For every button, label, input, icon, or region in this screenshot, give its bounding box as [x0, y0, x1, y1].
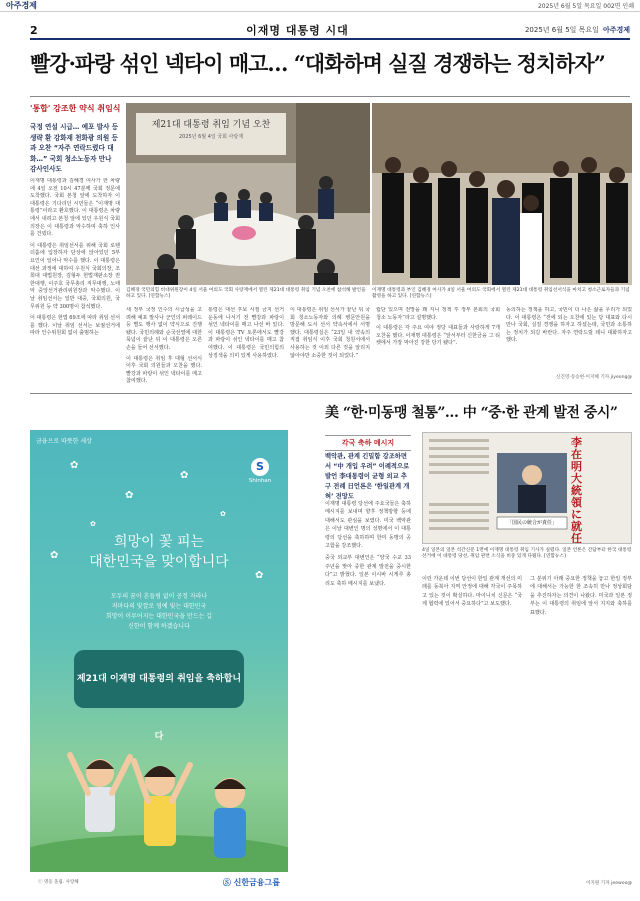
credit-group: [연합뉴스]: [409, 294, 432, 300]
para: 중국 외교부 대변인은 “양국 수교 33주년을 맞아 중한 관계 발전을 중시한다”고 밝혔다. 일본 이시바 시게루 총리도 축하 메시지를 보냈다.: [325, 555, 411, 587]
print-line: 2025년 6월 5일 목요일 002면 인쇄: [537, 3, 634, 10]
children-illustration: [30, 715, 288, 875]
ad-footer: [30, 872, 288, 892]
group-photo: [372, 103, 632, 285]
main-col-3: [208, 307, 284, 385]
credit-newspaper: [연합뉴스]: [544, 554, 566, 560]
luncheon-photo: [126, 103, 370, 285]
second-col-3: [530, 575, 632, 875]
page-number: 2: [30, 23, 38, 37]
brand-logo: 아주경제: [6, 1, 37, 10]
main-col-4: [290, 307, 370, 385]
second-col-2: [422, 575, 522, 890]
divider: [30, 393, 632, 394]
newspaper-photo: [422, 432, 632, 544]
slogan-line: 희망이 꽃 피는: [113, 534, 205, 550]
main-col-6: [506, 307, 632, 373]
flower-icon: ✿: [180, 470, 189, 481]
slogan-line: 대한민국을 맞이합니다: [89, 554, 229, 570]
para: 이 대통령은 취임 후 대형 선서식 이후 국회 의원들과 오찬을 했다. 빨강과 파랑이 섞인 넥타이를 매고 참여했다.: [126, 355, 202, 385]
flower-icon: ✿: [90, 520, 96, 528]
newspaper-photo-art: [423, 433, 632, 544]
main-headline: 빨강·파랑 섞인 넥타이 매고… “대화하며 실질 경쟁하는 정치하자”: [30, 51, 605, 76]
para: 이 대통령은 취임선서를 위해 국회 로텐더홀에 입장하자 단상에 앉아있던 5부 요인이 일어나 악수를 했다. 이 대통령은 대선 과정에 대하여 우원식 국회의장, 조희대 대법원장, 김형두 헌법재판소장 권한대행, 이주호 국무총리 직무대행, 노태악 중앙선거관리위원장과 악수했다. 이날 취임선서는 일반 대중, 국회의원, 국무위원 등 약 300명이 참석했다.: [30, 242, 120, 310]
para: 이런 가운데 이번 당선이 한일 관계 개선의 미래를 동북아 지역 안정에 대해 각국이 주목하고 있는 것이 확실하다. 마이니치 신문은 “국제 협력에 있어서 중요하다”고 보도했다.: [422, 576, 522, 608]
main-col-1: [30, 178, 120, 386]
flower-icon: ✿: [220, 510, 226, 518]
subtext-line: 신한이 함께 하겠습니다: [128, 623, 190, 630]
group-logo: Ⓢ 신한금융그룹: [222, 877, 280, 887]
main-byline: 신진영·송승현·이지혜 기자 jiyeong@: [556, 375, 632, 380]
group-photo-art: [372, 103, 632, 285]
second-headline: 美 “한·미동맹 철통”… 中 “중·한 관계 발전 중시”: [325, 405, 618, 421]
para: 이 대통령은 취임 선서가 끝난 뒤 국회 청소노동자와 의례 병문안원을 방문해 도서 선서 약속서에서 서명했다. 대통령실은 “23일 내 약속의 직접 취임식 이후 국회 청원서에서 사용하는 것 이외 다른 것을 알리지 않아야만 소중한 것이 되었다.”: [290, 307, 370, 359]
flower-icon: ✿: [50, 550, 59, 561]
para: 통령은 대선 후보 시절 금지 선거운동에 나서기 전 빨강과 파랑이 섞인 넥타이를 매고 나선 바 있다. 이 대통령은 TV 토론에서도 빨강과 파랑이 섞인 넥타이를 매고 참여했다. 이 대통령은 국민의힘의 상징색을 의미 있게 사용하였다.: [208, 307, 284, 359]
second-kicker: 각국 축하 메시지: [325, 435, 411, 451]
ad-congrats: 제21대 이재명 대통령의 취임을 축하합니다: [74, 650, 244, 708]
paper-headline: 李在明大統領に就任: [571, 436, 582, 544]
ad-badge: 금융으로 따뜻한 세상: [36, 438, 92, 445]
ad-slogan: [30, 532, 288, 572]
flower-icon: ✿: [255, 570, 264, 581]
issue-date: 2025년 6월 5일 목요일 아주경제: [524, 26, 630, 34]
shinhan-logo: [242, 458, 278, 500]
caption-newspaper: 4일 일본의 일본 석간신문 1면에 이재명 대통령 취임 기사가 실렸다. 일본 언론은 간담부터 한국 대통령 선거에 이 대통령 당선, 취임 관련 소식을 비중 있게 다뤘다. [연합뉴스]: [422, 548, 632, 560]
main-deck: 국정 연설 시급… 예포 발사 등 생략 환 강화재 천화광 의원 등과 오찬 “자주 연락드렸다 대화…” 국회 청소노동자 만나 감사인사도: [30, 123, 119, 173]
brand-small: 아주경제: [602, 26, 630, 34]
main-kicker: '통합' 강조한 약식 취임식: [30, 104, 121, 113]
credit-luncheon: [연합뉴스]: [148, 294, 171, 300]
second-byline: 이지원 기자 jeewoo@: [585, 881, 632, 886]
print-bar: [0, 0, 640, 12]
second-col-1: [325, 500, 411, 890]
para: 동의하는 정책을 하고, 국민이 더 나은 삶을 우리가 되었다. 이 대통령은 “전에 되는 오찬에 있는 당 대표와 다시 만나 국회, 실질 경쟁을 하자고 하셨는데, 국민과 소통하는 정치가 되길 바란다. 자주 연락드릴 테니 대화하자고 했다.: [506, 307, 632, 344]
group-logo-icon: Ⓢ: [222, 877, 231, 887]
para: 이재명 대통령과 김혜경 여사가 한 차량에 4일 오전 10시 47분께 국회 정문에 도착했다. 국회 본청 앞에 도착하자 이 대통령은 기다리던 시민들은 “이재명 대통령”이라고 환호했다. 이 대통령은 차량에서 내려고 본청 앞에 있던 우원식 국회의장은 이 대통령과 악수하며 축하 인사를 건넸다.: [30, 178, 120, 238]
flower-icon: ✿: [70, 460, 79, 471]
banner-title: 제21대 대통령 취임 기념 오찬: [151, 120, 271, 130]
main-col-5: [376, 307, 500, 385]
flower-icon: ✿: [125, 490, 134, 501]
banner-subtitle: 2025년 6월 4일 국회 사랑재: [178, 134, 244, 140]
shinhan-logo-icon: S: [251, 458, 269, 476]
para: 이 대통령은 헌법 69조에 따라 취임 선서를 했다. 이날 취임 선서는 보궐선거에 따라 인수위원회 없이 출범하는: [30, 315, 120, 337]
para: 이재명 대통령 당선에 주요국들은 축하 메시지를 보내며 향후 정책방향 등에 대해서도 관심을 보였다. 미국 백악관은 이날 대변인 명의 성명에서 이 대통령의 당선을 축하하며 한미 동맹의 공고함을 강조했다.: [325, 501, 411, 550]
subtext-line: 모두의 꿈이 흔들림 없이 공정 자라나: [110, 593, 208, 600]
divider: [30, 96, 630, 97]
luncheon-photo-art: [126, 103, 370, 285]
shinhan-logo-text: Shinhan: [248, 478, 272, 484]
section-title: 이재명 대통령 시대: [246, 24, 349, 37]
subtext-line: 희망이 이루어지는 대한민국을 만드는 길: [105, 613, 213, 620]
para: 그 분위기 아래 중요한 정책을 놓고 한일 정부에 대해서는 가능한 한 조속히 만나 정상회담을 추진하자는 의견이 나왔다. 미국과 일본 정부는 이 대통령의 취임에 앞서 지지와 축하를 표했다.: [530, 576, 632, 616]
para: 새 정부 국정 인수의 시급성을 고려해 예포 발사나 군인의 퍼레이드 등 별도 행사 없이 약식으로 진행됐다. 국민의례와 순국선열에 대한 묵념이 끝난 뒤 이 대통령은 오른손을 들어 선서했다.: [126, 307, 202, 351]
main-col-2: [126, 307, 202, 385]
ad-fine-print: ⓒ 명동 올림. 사랑해: [38, 880, 79, 885]
caption-luncheon: 김혜경 국민의힘 비대위원장이 4일 서울 여의도 국회 사랑재에서 열린 제21대 대통령 취임 기념 오찬에 참석해 발언을 하고 있다. [연합뉴스]: [126, 288, 366, 300]
shinhan-ad[interactable]: [30, 430, 288, 892]
section-header: [30, 22, 630, 40]
second-deck: 백악관, 관계 긴밀함 강조하면서 “中 개입 우려” 이례적으로 발언 李대통령이 균형 외교 추구 전례 日언론은 ‘한일관계 개혀’ 전망도: [325, 453, 410, 500]
para: 립단 있으며 전망을 꽤 지니 정책 후 정부 본회의 국회 청소 노동자”라고 설명했다.: [376, 307, 500, 321]
ad-subtext: [30, 592, 288, 632]
paper-subhead: 「国民の統合が責任」: [506, 520, 557, 526]
caption-group: 이재명 대통령과 부인 김혜경 여사가 4일 서울 여의도 국회에서 열린 제21대 대통령 취임선서식을 마치고 청소근로자들과 기념촬영을 하고 있다. [연합뉴스]: [372, 288, 630, 300]
subtext-line: 저마다의 빛깔로 영예 빛는 대한민국: [111, 603, 207, 610]
para: 이 대통령은 각 주요 여야 정당 대표들과 사랑하게 7개 오찬을 했다. 이재명 대통령은 “앞서부터 신한금융 그 티켓에서 가장 막아진 강한 당기 됐다”.: [376, 325, 500, 347]
